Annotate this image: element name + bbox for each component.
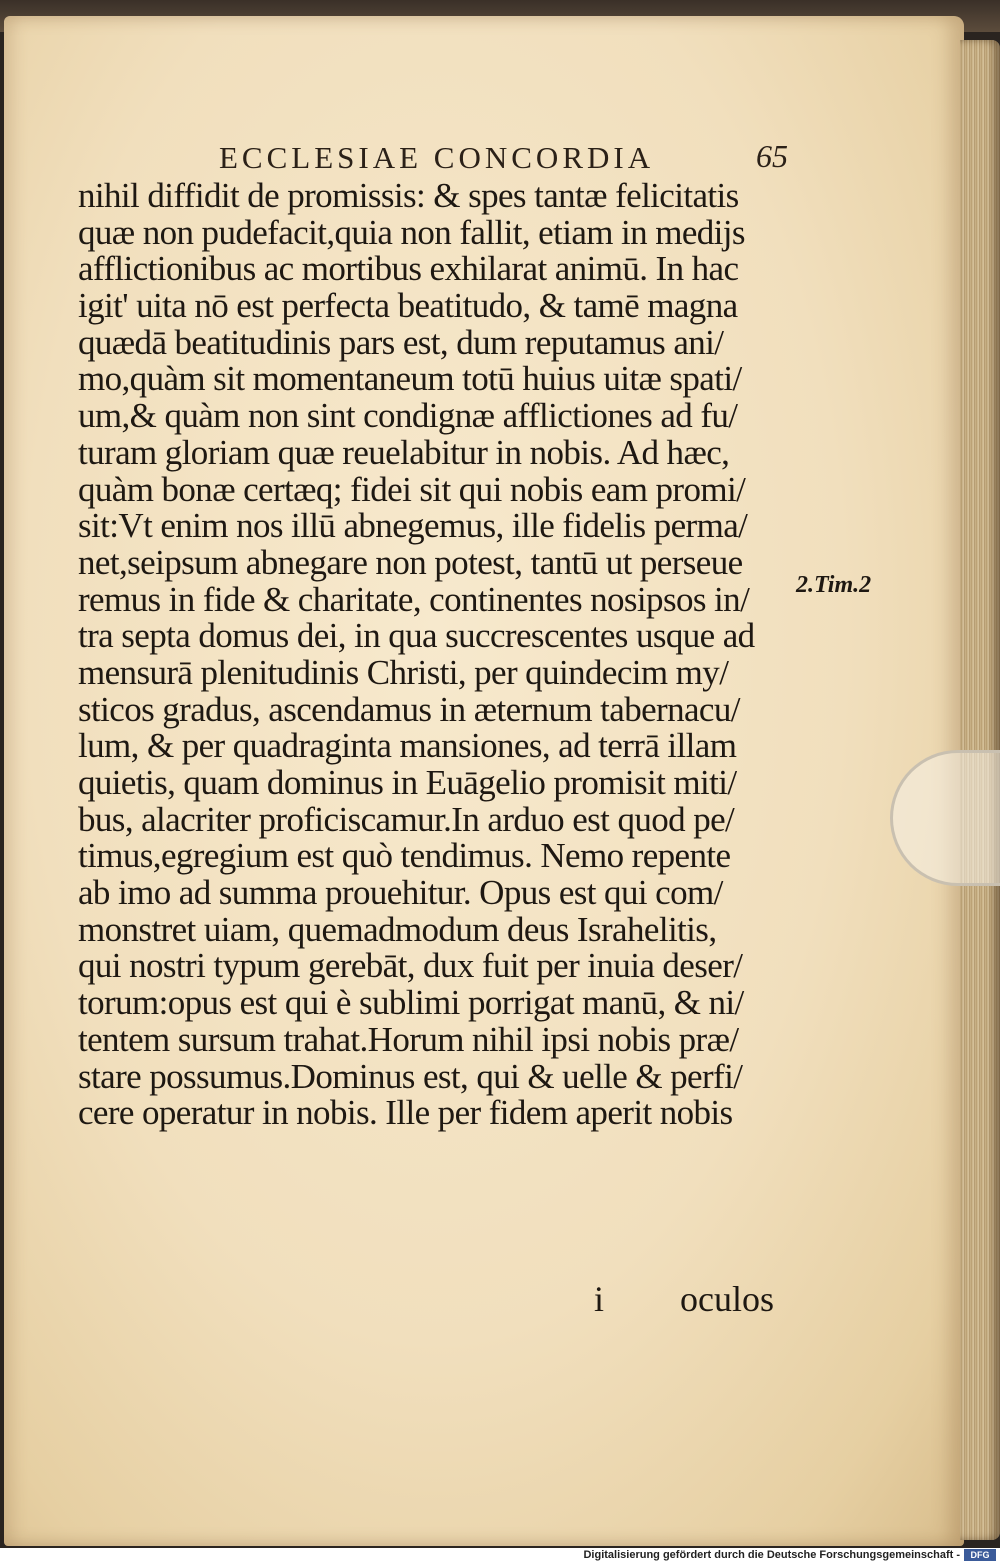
running-head: ECCLESIAE CONCORDIA <box>219 140 655 175</box>
text-line: turam gloriam quæ reuelabitur in nobis. Ad hæc, <box>78 432 730 472</box>
text-line: ab imo ad summa prouehitur. Opus est qui com/ <box>78 873 723 913</box>
text-line: monstret uiam, quemadmodum deus Israhelitis, <box>78 909 717 949</box>
text-line: lum, & per quadraginta mansiones, ad terrā illam <box>78 726 737 766</box>
funding-credit: Digitalisierung gefördert durch die Deutsche Forschungsgemeinschaft - <box>583 1549 960 1561</box>
text-line: timus,egregium est quò tendimus. Nemo repente <box>78 836 731 876</box>
text-line: mo,quàm sit momentaneum totū huius uitæ spati/ <box>78 359 742 399</box>
text-line: sit:Vt enim nos illū abnegemus, ille fidelis perma/ <box>78 506 748 546</box>
text-line: mensurā plenitudinis Christi, per quindecim my/ <box>78 652 729 692</box>
text-line: torum:opus est qui è sublimi porrigat manū, & ni/ <box>78 983 744 1023</box>
text-line: tra septa domus dei, in qua succrescentes usque ad <box>78 616 755 656</box>
body-text <box>78 178 798 1132</box>
text-line: qui nostri typum gerebāt, dux fuit per inuia deser/ <box>78 946 743 986</box>
text-line: stare possumus.Dominus est, qui & uelle & perfi/ <box>78 1056 743 1096</box>
catchword: oculos <box>680 1279 774 1319</box>
text-line: afflictionibus ac mortibus exhilarat animū. In hac <box>78 249 739 289</box>
text-line: quædā beatitudinis pars est, dum reputamus ani/ <box>78 322 724 362</box>
text-line: quàm bonæ certæq; fidei sit qui nobis eam promi/ <box>78 469 746 509</box>
text-line: bus, alacriter proficiscamur.In arduo est quod pe/ <box>78 799 735 839</box>
text-line: sticos gradus, ascendamus in æternum tabernacu/ <box>78 689 740 729</box>
signature-mark: i <box>594 1279 605 1319</box>
marginal-note: 2.Tim.2 <box>796 572 872 598</box>
dfg-logo: DFG <box>964 1549 996 1561</box>
text-line: igit' uita nō est perfecta beatitudo, & tamē magna <box>78 286 738 326</box>
text-line: nihil diffidit de promissis: & spes tantæ felicitatis <box>78 176 739 215</box>
text-line: um,& quàm non sint condignæ afflictiones ad fu/ <box>78 396 738 436</box>
text-line: quæ non pudefacit,quia non fallit, etiam in medijs <box>78 212 745 252</box>
text-line: tentem sursum trahat.Horum nihil ipsi nobis præ/ <box>78 1019 739 1059</box>
book-page <box>4 16 964 1546</box>
text-line: cere operatur in nobis. Ille per fidem aperit nobis <box>78 1093 733 1133</box>
text-line: net,seipsum abnegare non potest, tantū ut perseue <box>78 542 743 582</box>
text-line: quietis, quam dominus in Euāgelio promisit miti/ <box>78 763 737 802</box>
page-header <box>4 134 964 174</box>
page-number: 65 <box>756 138 788 174</box>
text-line: remus in fide & charitate, continentes nosipsos in/ <box>78 579 750 619</box>
